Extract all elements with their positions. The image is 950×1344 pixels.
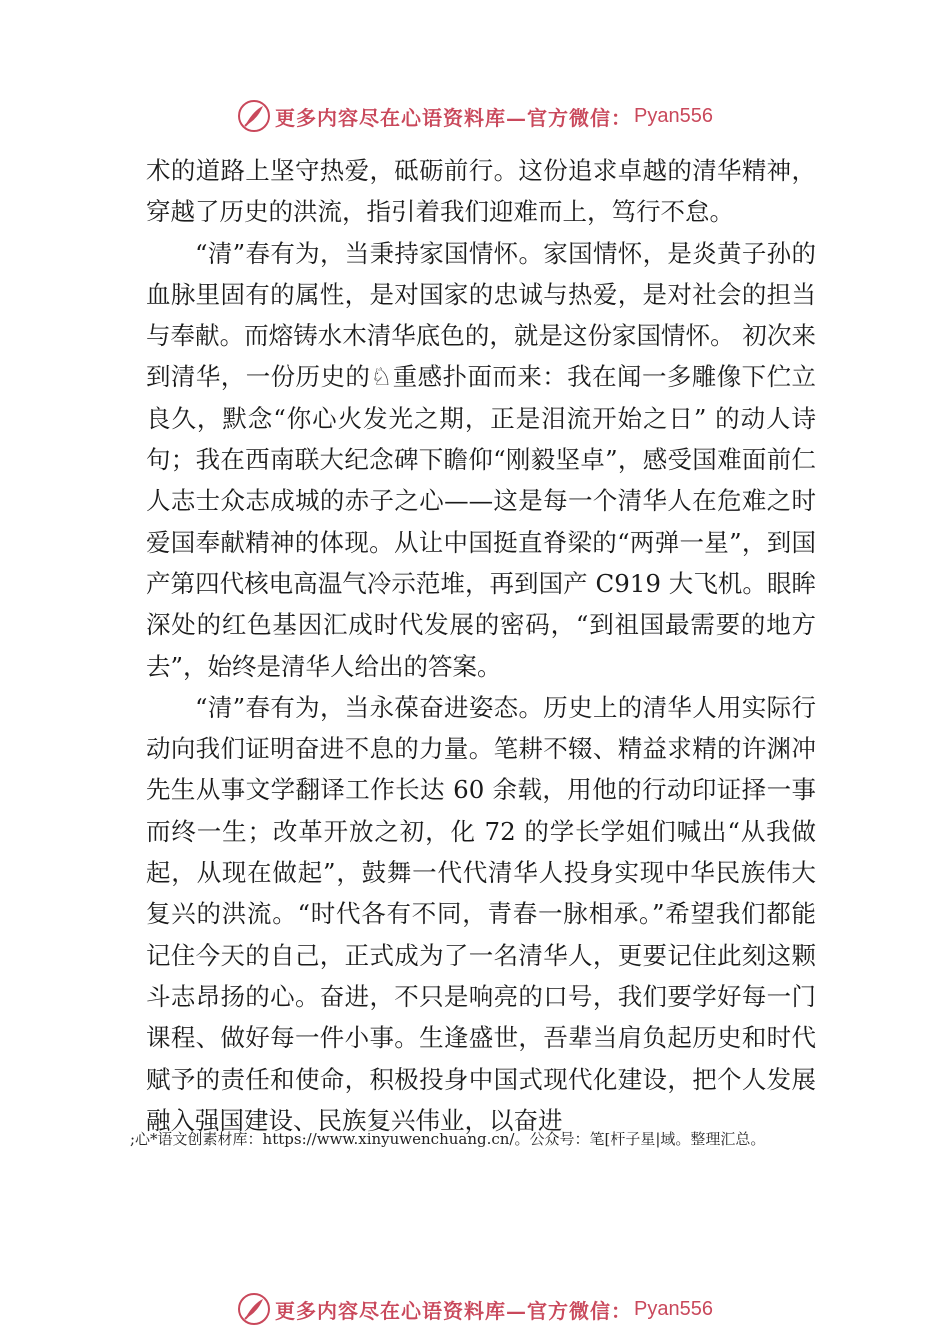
banner-contact: Pyan556 [634, 1297, 713, 1320]
banner-contact: Pyan556 [634, 104, 713, 127]
banner-text: 更多内容尽在心语资料库—官方微信： [275, 105, 633, 130]
footer-banner [0, 1289, 950, 1329]
paragraph-1: 术的道路上坚守热爱，砥砺前行。这份追求卓越的清华精神，穿越了历史的洪流，指引着我们迎难而上，笃行不怠。 [146, 156, 816, 227]
article-body [146, 150, 816, 1141]
paragraph-2: “清”春有为，当秉持家国情怀。家国情怀，是炎黄子孙的血脉里固有的属性，是对国家的忠诚与热爱，是对社会的担当与奉献。而熔铸水木清华底色的，就是这份家国情怀。 初次来到清华，一份历史的♘重感扑面而来：我在闻一多雕像下伫立良久，默念“你心火发光之期，正是泪流开始之日” 的动人诗句；我在西南联大纪念碑下瞻仰“刚毅坚卓”，感受国难面前仁人志士众志成城的赤子之心——这是每一个清华人在危难之时爱国奉献精神的体现。从让中国挺直脊梁的“两弹一星”，到国产第四代核电高温气冷示范堆，再到国产 C919 大飞机。眼眸深处的红色基因汇成时代发展的密码，“到祖国最需要的地方去”，始终是清华人给出的答案。 [146, 238, 816, 681]
source-note: ;心*语文创素材库：https://www.xinyuwenchuang.cn/。公众号：笔[杆子星|域。整理汇总。 [130, 1130, 766, 1148]
feather-pen-logo-icon [237, 1292, 271, 1326]
banner-text: 更多内容尽在心语资料库—官方微信： [275, 1298, 633, 1323]
paragraph-3: “清”春有为，当永葆奋进姿态。历史上的清华人用实际行动向我们证明奋进不息的力量。笔耕不辍、精益求精的许渊冲先生从事文学翻译工作长达 60 余载，用他的行动印证择一事而终一生；改革开放之初，化 72 的学长学姐们喊出“从我做起，从现在做起”，鼓舞一代代清华人投身实现中华民族伟大复兴的洪流。“时代各有不同，青春一脉相承。”希望我们都能记住今天的自己，正式成为了一名清华人，更要记住此刻这颗斗志昂扬的心。奋进，不只是响亮的口号，我们要学好每一门课程、做好每一件小事。生逢盛世，吾辈当肩负起历史和时代赋予的责任和使命，积极投身中国式现代化建设，把个人发展融入强国建设、民族复兴伟业，以奋进 [146, 692, 816, 1135]
feather-pen-logo-icon [237, 99, 271, 133]
header-banner [0, 96, 950, 136]
